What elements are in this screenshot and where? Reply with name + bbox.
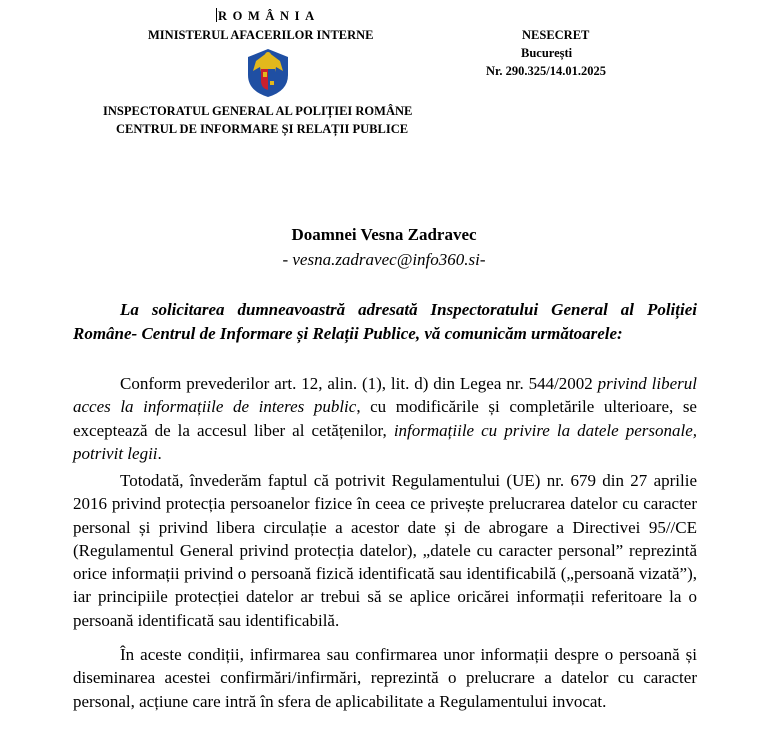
city-label: București [521, 46, 573, 60]
paragraph-gdpr: Totodată, învederăm faptul că potrivit Regulamentului (UE) nr. 679 din 27 aprilie 2016 privind protecția persoanelor fizice în ceea ce privește prelucrarea datelor cu caracter personal și privind libera circulație a acestor date și de abrogare a Directivei 95//CE (Regulamentul General privind protecția datelor), „datele cu caracter personal” reprezintă orice informații privind o persoană fizică identificată sau identificabilă („persoană vizată”), iar principiile protecției datelor ar trebui să se aplice oricărei informații referitoare la o persoană identificată sau identificabilă. [73, 471, 697, 630]
classification-label: NESECRET [522, 28, 590, 42]
p1-text-c: , cu modificările și completările ulterioare, se exceptează de la accesul liber al cetățenilor, [73, 397, 697, 440]
ministry-name: MINISTERUL AFACERILOR INTERNE [148, 28, 374, 42]
registration-number: Nr. 290.325/14.01.2025 [486, 64, 607, 78]
paragraph-conclusion: În aceste condiții, infirmarea sau confirmarea unor informații despre o persoană și diseminarea acestei confirmări/infirmări, reprezintă o prelucrare a datelor cu caracter personal, acțiune care intră în sfera de aplicabilitate a Regulamentului invocat. [73, 645, 697, 711]
romania-coat-of-arms-icon [244, 43, 292, 99]
p1-law-title: privind liberul acces la informațiile de interes public [73, 374, 697, 417]
department-name: CENTRUL DE INFORMARE ȘI RELAȚII PUBLICE [116, 122, 409, 136]
text-cursor [216, 8, 217, 22]
recipient-name: Doamnei Vesna Zadravec [291, 225, 477, 244]
country-header: ROMÂNIA [218, 9, 320, 23]
p1-text-e: . [157, 443, 162, 463]
paragraph-legal-basis [73, 372, 697, 465]
institution-name: INSPECTORATUL GENERAL AL POLIȚIEI ROMÂNE [103, 104, 413, 118]
recipient-email: - vesna.zadravec@info360.si- [282, 250, 486, 269]
p1-exception: informațiile cu privire la datele personale, potrivit legii [73, 420, 697, 463]
p1-text-a: Conform prevederilor art. 12, alin. (1), lit. d) din Legea nr. 544/2002 [120, 374, 598, 393]
intro-paragraph: La solicitarea dumneavoastră adresată Inspectoratului General al Poliției Române- Centrul de Informare și Relații Publice, vă comunicăm următoarele: [73, 300, 697, 343]
